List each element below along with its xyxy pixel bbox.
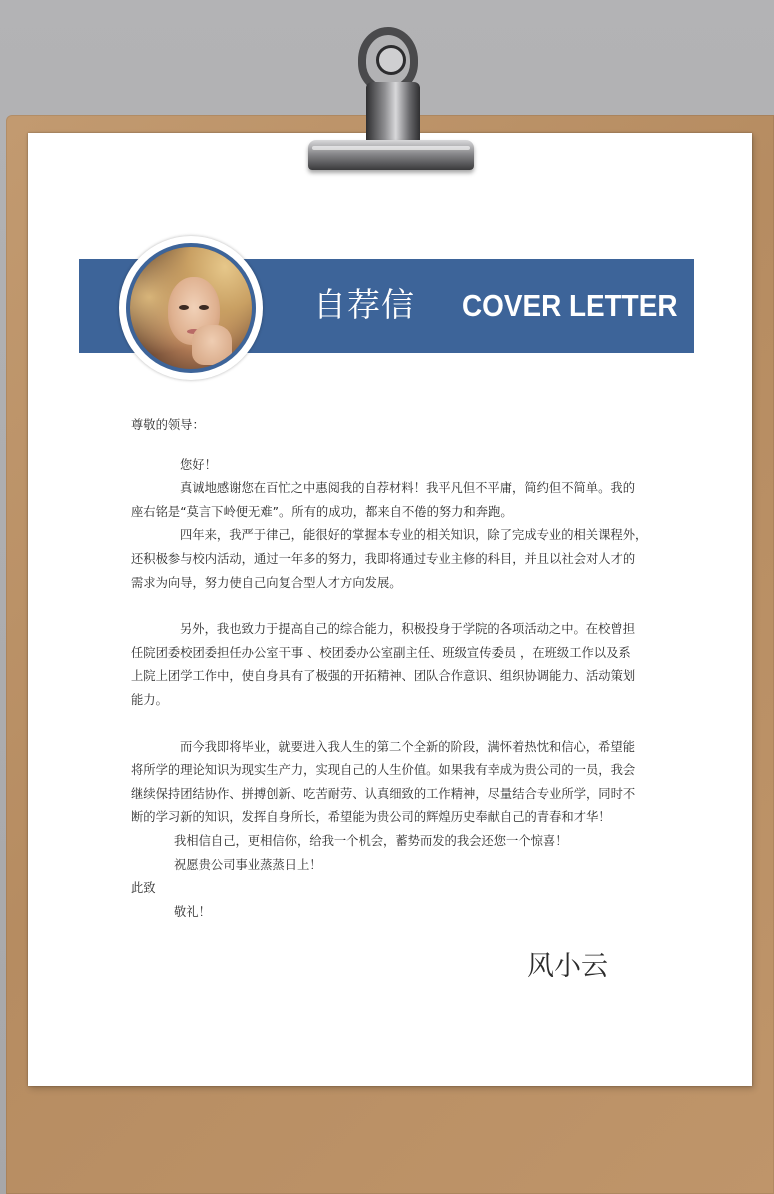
clip-base (308, 140, 474, 170)
letter-line: 真诚地感谢您在百忙之中惠阅我的自荐材料！我平凡但不平庸，简约但不简单。我的 (180, 481, 635, 496)
salutation: 尊敬的领导： (131, 418, 205, 432)
letter-line: 另外，我也致力于提高自己的综合能力，积极投身于学院的各项活动之中。在校曾担 (180, 622, 635, 637)
closing-salute: 敬礼！ (174, 904, 211, 919)
letter-line: 将所学的理论知识为现实生产力，实现自己的人生价值。如果我有幸成为贵公司的一员，我会 (131, 763, 636, 778)
signature: 风小云 (527, 951, 608, 982)
letter-body (131, 414, 651, 924)
closing: 此致 (131, 881, 156, 896)
letter-line: 继续保持团结协作、拼搏创新、吃苦耐劳、认真细致的工作精神，尽量结合专业所学，同时不 (131, 786, 636, 801)
title-chinese: 自荐信 (313, 285, 415, 324)
letter-line: 需求为向导，努力使自己向复合型人才方向发展。 (131, 575, 402, 590)
letter-line: 您好！ (180, 457, 217, 472)
letter-line: 我相信自己，更相信你，给我一个机会，蓄势而发的我会还您一个惊喜！ (174, 833, 568, 848)
photo-hand (192, 325, 232, 365)
letter-line: 断的学习新的知识，发挥自身所长，希望能为贵公司的辉煌历史奉献自己的青春和才华！ (131, 810, 611, 825)
letter-line: 能力。 (131, 692, 168, 707)
letter-line: 祝愿贵公司事业蒸蒸日上！ (174, 857, 322, 872)
letter-line: 任院团委校团委担任办公室干事 、校团委办公室副主任、班级宣传委员 ，在班级工作以及系 (131, 645, 631, 660)
photo-eye-right (199, 305, 209, 310)
letter-line: 座右铭是“莫言下岭便无难”。所有的成功，都来自不倦的努力和奔跑。 (131, 504, 513, 519)
profile-photo (126, 243, 256, 373)
letter-line: 上院上团学工作中，使自身具有了极强的开拓精神、团队合作意识、组织协调能力、活动策划 (131, 669, 636, 684)
title-english: COVER LETTER (462, 288, 678, 323)
letter-line: 还积极参与校内活动，通过一年多的努力，我即将通过专业主修的科目，并且以社会对人才的 (131, 551, 636, 566)
letter-line: 四年来，我严于律己，能很好的掌握本专业的相关知识，除了完成专业的相关课程外， (180, 528, 648, 543)
profile-photo-frame (119, 236, 263, 380)
photo-eye-left (179, 305, 189, 310)
letter-line: 而今我即将毕业，就要进入我人生的第二个全新的阶段，满怀着热忱和信心，希望能 (180, 739, 635, 754)
binder-clip (300, 22, 480, 178)
